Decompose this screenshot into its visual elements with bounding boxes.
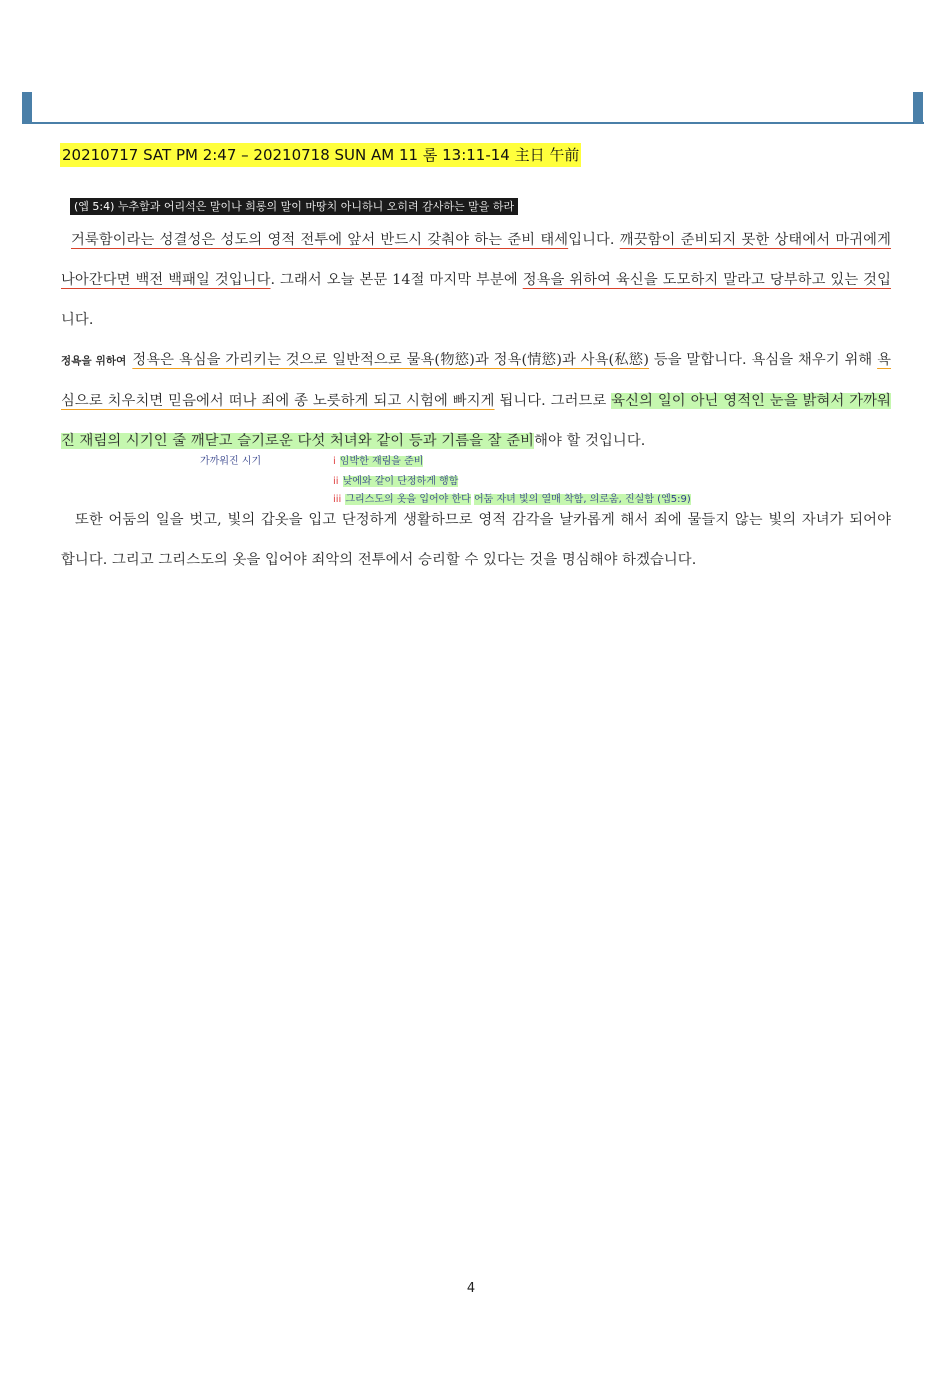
p2-highlight-e: 육신의 일이 아닌 영적인 눈을 밝혀서 가까워진 재림의 시기인 줄 깨닫고 슬기로운 다섯 처녀와 같이 등과 기름을 잘 준비 [61,393,891,449]
paragraph-2 [61,340,891,461]
header-rule [22,122,924,124]
paragraph-1 [61,220,891,340]
p2-text-f: 해야 할 것입니다. [534,433,646,449]
handwritten-note-2 [333,472,458,487]
page-number: 4 [466,1281,476,1296]
p2-text-b: 등을 말합니다. 욕심을 채우기 위해 [649,352,878,368]
p2-underline-a: 정욕은 욕심을 가리키는 것으로 일반적으로 물욕(物慾)과 정욕(情慾)과 사욕(私慾) [132,352,650,368]
note-3-text-b: 어둠 자녀 빛의 열매 착함, 의로움, 진실함 (엡5:9) [474,494,691,505]
p2-text-d: 됩니다. 그러므로 [494,393,612,409]
p2-underline-c: 욕심으로 치우치면 믿음에서 떠나 죄에 종 노릇하게 되고 시험에 빠지게 [61,352,892,409]
note-2-text: 낮에와 같이 단정하게 행함 [342,476,459,487]
sermon-header: 20210717 SAT PM 2:47 – 20210718 SUN AM 11 롬 13:11-14 主日 午前 [60,143,581,167]
paragraph-2-subhead: 정욕을 위하여 [61,355,127,367]
paragraph-3: 또한 어둠의 일을 벗고, 빛의 갑옷을 입고 단정하게 생활하므로 영적 감각을 날카롭게 해서 죄에 물들지 않는 빛의 자녀가 되어야 합니다. 그리고 그리스도의 옷을 입어야 죄악의 전투에서 승리할 수 있다는 것을 명심해야 하겠습니다. [61,512,891,568]
frame-left-tab [22,92,32,123]
note-3-marker: iii [333,494,342,505]
scripture-verse: (엡 5:4) 누추함과 어리석은 말이나 희롱의 말이 마땅치 아니하니 오히려 감사하는 말을 하라 [70,198,518,215]
p1-underline-a: 거룩함이라는 성결성은 성도의 영적 전투에 앞서 반드시 갖춰야 하는 준비 태세 [71,232,569,248]
p1-text-b: 입니다. [568,232,620,248]
note-1-text: 임박한 재림을 준비 [339,456,424,467]
note-2-marker: ii [333,476,339,487]
frame-right-tab [913,92,923,123]
note-1-marker: i [333,456,336,467]
note-3-text-a: 그리스도의 옷을 입어야 한다 [345,494,471,505]
p1-underline-e: 정욕을 위하여 육신을 도모하지 말라고 당부하고 있는 것입 [522,272,891,288]
p1-text-d: . 그래서 오늘 본문 14절 마지막 부분에 [270,272,523,288]
handwritten-note-1 [333,452,423,467]
p1-text-f: 니다. [61,312,94,328]
p1-underline-c: 깨끗함이 준비되지 못한 상태에서 마귀에게 나아간다면 백전 백패일 것입니다 [61,232,891,288]
handwritten-note-near-time: 가까워진 시기 [200,456,262,467]
